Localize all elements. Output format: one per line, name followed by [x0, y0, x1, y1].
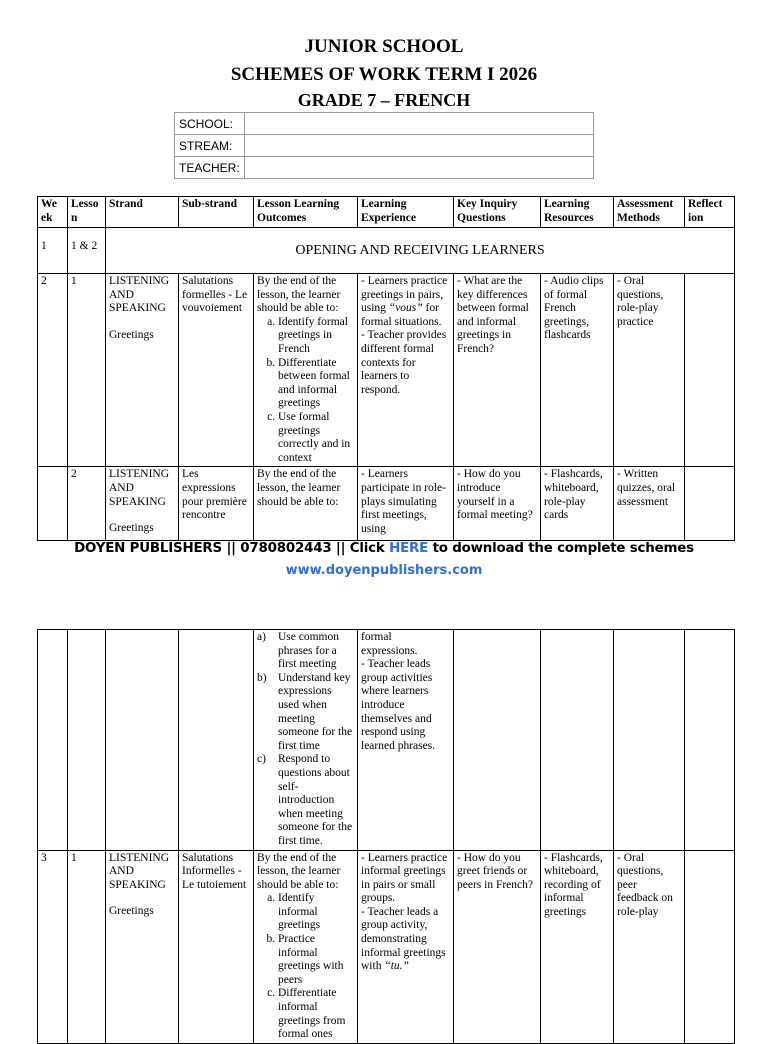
strand-cell [106, 274, 179, 467]
publisher-text: DOYEN PUBLISHERS || 0780802443 || Click [74, 541, 390, 556]
experience-emphasis: “vous” [388, 302, 423, 315]
outcomes-list [257, 316, 354, 466]
substrand-cell: Salutations formelles - Le vouvoiement [179, 274, 254, 467]
week-cell: 3 [38, 850, 68, 1043]
outcome-item: a) Use common phrases for a first meeting [278, 631, 354, 672]
resources-cell [541, 630, 614, 851]
experience-cell [358, 630, 454, 851]
teacher-row [175, 157, 594, 179]
school-field[interactable] [244, 113, 593, 135]
outcomes-cell [254, 274, 358, 467]
outcome-item: b) Understand key expressions used when meeting someone for the first time [278, 672, 354, 754]
reflection-cell[interactable] [685, 274, 735, 467]
table-row [38, 274, 735, 467]
table-header-row [38, 197, 735, 228]
schemes-table-page2 [37, 629, 735, 1044]
table-row [38, 850, 735, 1043]
experience-cell [358, 850, 454, 1043]
experience-text: formal expressions. [361, 631, 418, 657]
col-resources: Learning Resources [541, 197, 614, 228]
substrand-cell: Les expressions pour première rencontre [179, 467, 254, 541]
lesson-cell: 1 [68, 850, 106, 1043]
stream-field[interactable] [244, 135, 593, 157]
assessment-cell: - Oral questions, role-play practice [614, 274, 685, 467]
strand-text: LISTENING AND SPEAKING [109, 275, 170, 315]
week-cell [38, 467, 68, 541]
week-cell [38, 630, 68, 851]
outcomes-cell [254, 850, 358, 1043]
col-substrand: Sub-strand [179, 197, 254, 228]
experience-text: - Learners practice informal greetings in pairs or small groups. [361, 851, 448, 905]
stream-label: STREAM: [175, 135, 245, 157]
schemes-table-page1 [37, 196, 735, 541]
table-row [38, 467, 735, 541]
outcome-item: b. Practice informal greetings with peers [278, 933, 354, 987]
inquiry-cell [454, 630, 541, 851]
week-cell: 2 [38, 274, 68, 467]
school-label: SCHOOL: [175, 113, 245, 135]
outcome-item: a. Identify informal greetings [278, 892, 354, 933]
lesson-cell [68, 630, 106, 851]
outcome-item: c. Use formal greetings correctly and in context [278, 411, 354, 465]
strand-text: LISTENING AND SPEAKING [109, 851, 170, 891]
school-info-table [174, 112, 594, 179]
school-title: JUNIOR SCHOOL [304, 36, 464, 57]
col-reflection: Reflect ion [685, 197, 735, 228]
lesson-cell: 1 & 2 [68, 228, 106, 274]
strand-sub-text: Greetings [109, 522, 154, 535]
grade-title: GRADE 7 – FRENCH [297, 90, 471, 110]
assessment-cell [614, 630, 685, 851]
outcomes-list [257, 892, 354, 1042]
strand-cell [106, 850, 179, 1043]
strand-sub-text: Greetings [109, 328, 154, 341]
col-outcomes: Lesson Learning Outcomes [254, 197, 358, 228]
week-cell: 1 [38, 228, 68, 274]
table-row [38, 630, 735, 851]
inquiry-cell: - How do you introduce yourself in a formal meeting? [454, 467, 541, 541]
strand-text: LISTENING AND SPEAKING [109, 468, 170, 508]
assessment-cell: - Oral questions, peer feedback on role-play [614, 850, 685, 1043]
outcomes-cell: By the end of the lesson, the learner should be able to: [254, 467, 358, 541]
outcome-item: a. Identify formal greetings in French [278, 316, 354, 357]
outcomes-intro: By the end of the lesson, the learner should be able to: [257, 275, 341, 315]
outcomes-cell [254, 630, 358, 851]
assessment-cell: - Written quizzes, oral assessment [614, 467, 685, 541]
strand-cell [106, 467, 179, 541]
resources-cell: - Flashcards, whiteboard, role-play cards [541, 467, 614, 541]
col-assessment: Assessment Methods [614, 197, 685, 228]
lesson-cell: 2 [68, 467, 106, 541]
resources-cell: - Audio clips of formal French greetings, flashcards [541, 274, 614, 467]
reflection-cell[interactable] [685, 850, 735, 1043]
col-week: We ek [38, 197, 68, 228]
strand-sub-text: Greetings [109, 905, 154, 918]
reflection-cell[interactable] [685, 467, 735, 541]
lesson-cell: 1 [68, 274, 106, 467]
teacher-label: TEACHER: [175, 157, 245, 179]
experience-text: - Teacher leads a group activity, demonstrating informal greetings with [361, 905, 446, 973]
reflection-cell[interactable] [685, 630, 735, 851]
experience-text: - Teacher leads group activities where learners introduce themselves and respond using learned phrases. [361, 658, 436, 752]
schemes-title: SCHEMES OF WORK TERM I 2026 [230, 64, 538, 85]
stream-row [175, 135, 594, 157]
col-strand: Strand [106, 197, 179, 228]
opening-banner: OPENING AND RECEIVING LEARNERS [106, 228, 735, 274]
publisher-banner [0, 541, 768, 556]
experience-cell [358, 274, 454, 467]
experience-text: for formal situations. [361, 302, 442, 328]
outcome-item: b. Differentiate between formal and informal greetings [278, 357, 354, 411]
experience-emphasis: “tu.” [384, 960, 409, 973]
col-experience: Learning Experience [358, 197, 454, 228]
publisher-text: to download the complete schemes [428, 541, 694, 556]
experience-text: - Learners practice greetings in pairs, using [361, 275, 448, 315]
substrand-cell [179, 630, 254, 851]
outcome-item: c) Respond to questions about self-introduction when meeting someone for the first time. [278, 753, 354, 848]
substrand-cell: Salutations Informelles - Le tutoiement [179, 850, 254, 1043]
inquiry-cell: - How do you greet friends or peers in French? [454, 850, 541, 1043]
table-row [38, 228, 735, 274]
outcome-item: c. Differentiate informal greetings from formal ones [278, 987, 354, 1041]
strand-cell [106, 630, 179, 851]
resources-cell: - Flashcards, whiteboard, recording of informal greetings [541, 850, 614, 1043]
outcomes-list [257, 631, 354, 849]
download-link[interactable]: HERE [389, 541, 429, 556]
inquiry-cell: - What are the key differences between formal and informal greetings in French? [454, 274, 541, 467]
experience-cell: - Learners participate in role-plays simulating first meetings, using [358, 467, 454, 541]
website-link[interactable]: www.doyenpublishers.com [285, 563, 483, 578]
outcomes-intro: By the end of the lesson, the learner should be able to: [257, 851, 341, 891]
teacher-field[interactable] [244, 157, 593, 179]
school-row [175, 113, 594, 135]
col-inquiry: Key Inquiry Questions [454, 197, 541, 228]
col-lesson: Lesso n [68, 197, 106, 228]
experience-text: - Teacher provides different formal contexts for learners to respond. [361, 329, 447, 396]
